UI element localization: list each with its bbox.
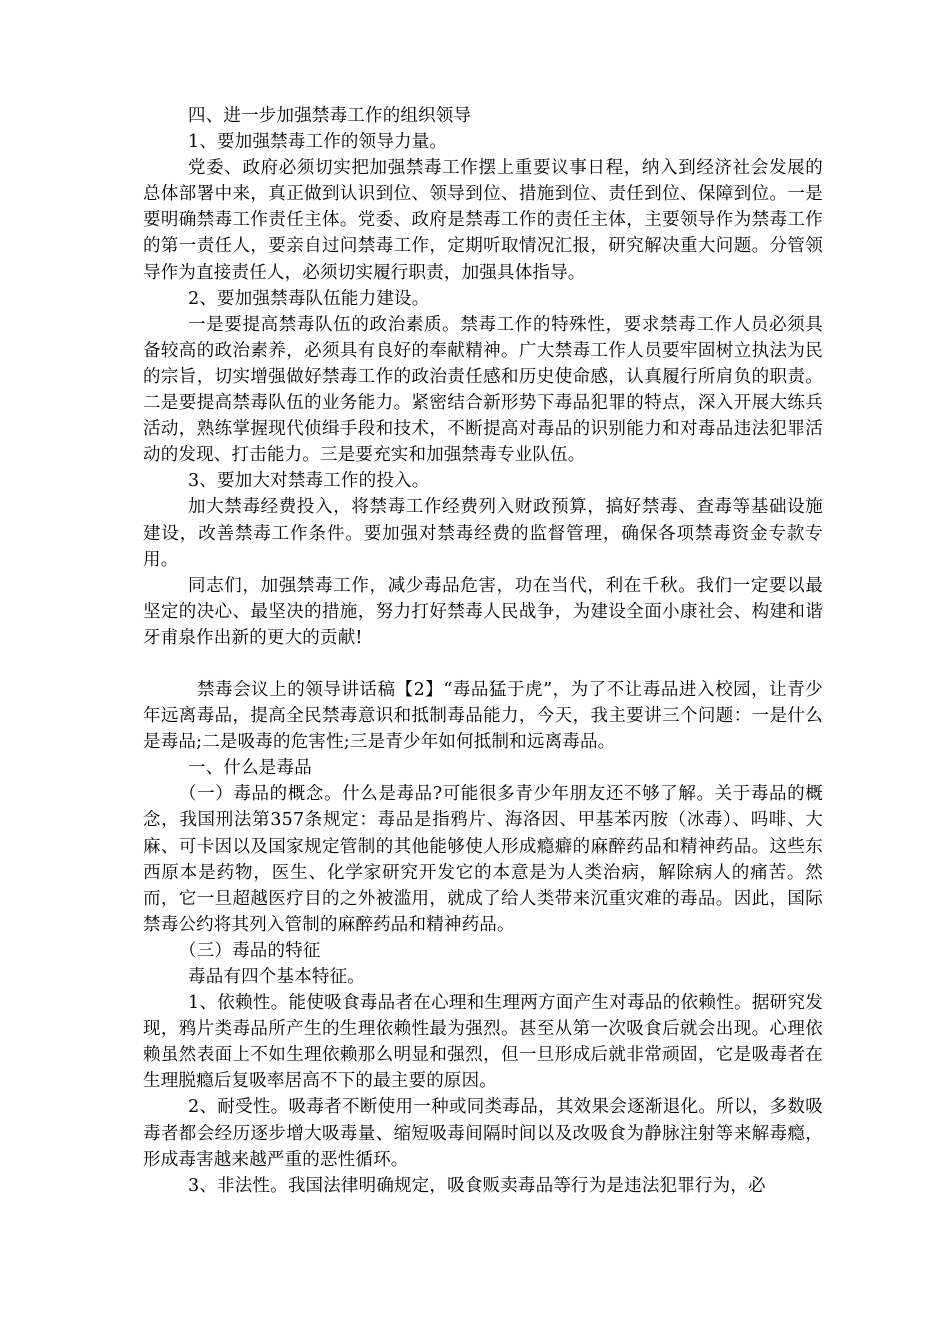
paragraph: 3、非法性。我国法律明确规定，吸食贩卖毒品等行为是违法犯罪行为，必 xyxy=(188,1175,766,1196)
paragraph: 1、要加强禁毒工作的领导力量。 xyxy=(188,132,448,153)
paragraph: 2、耐受性。吸毒者不断使用一种或同类毒品，其效果会逐渐退化。所以，多数吸毒者都会经历逐步增大吸毒量、缩短吸毒间隔时间以及改吸食为静脉注射等来解毒瘾，形成毒害越来越严重的恶性循环。 xyxy=(143,1097,823,1170)
paragraph: 禁毒会议上的领导讲话稿【2】“毒品猛于虎”，为了不让毒品进入校园，让青少年远离毒品，提高全民禁毒意识和抵制毒品能力，今天，我主要讲三个问题：一是什么是毒品;二是吸毒的危害性;三是青少年如何抵制和远离毒品。 xyxy=(143,679,823,753)
paragraph-spacer xyxy=(143,651,823,677)
paragraph: （三）毒品的特征 xyxy=(179,940,321,961)
paragraph: 一是要提高禁毒队伍的政治素质。禁毒工作的特殊性，要求禁毒工作人员必须具备较高的政治素养，必须具有良好的奉献精神。广大禁毒工作人员要牢固树立执法为民的宗旨，切实增强做好禁毒工作的政治责任感和历史使命感，认真履行所肩负的职责。二是要提高禁毒队伍的业务能力。紧密结合新形势下毒品犯罪的特点，深入开展大练兵活动，熟练掌握现代侦缉手段和技术，不断提高对毒品的识别能力和对毒品违法犯罪活动的发现、打击能力。三是要充实和加强禁毒专业队伍。 xyxy=(143,314,823,466)
paragraph: 3、要加大对禁毒工作的投入。 xyxy=(188,471,430,492)
paragraph: 四、进一步加强禁毒工作的组织领导 xyxy=(188,106,472,126)
paragraph: 毒品有四个基本特征。 xyxy=(188,967,365,987)
paragraph: （一）毒品的概念。什么是毒品?可能很多青少年朋友还不够了解。关于毒品的概念，我国刑法第357条规定：毒品是指鸦片、海洛因、甲基苯丙胺（冰毒）、吗啡、大麻、可卡因以及国家规定管制的其他能够使人形成瘾癖的麻醉药品和精神药品。这些东西原本是药物，医生、化学家研究开发它的本意是为人类治病，解除病人的痛苦。然而，它一旦超越医疗目的之外被滥用，就成了给人类带来沉重灾难的毒品。因此，国际禁毒公约将其列入管制的麻醉药品和精神药品。 xyxy=(143,784,823,935)
document-body xyxy=(143,103,823,1199)
paragraph: 同志们，加强禁毒工作，减少毒品危害，功在当代，利在千秋。我们一定要以最坚定的决心、最坚决的措施，努力打好禁毒人民战争，为建设全面小康社会、构建和谐牙甫泉作出新的更大的贡献! xyxy=(143,575,823,648)
paragraph: 一、什么是毒品 xyxy=(188,758,312,779)
paragraph: 1、依赖性。能使吸食毒品者在心理和生理两方面产生对毒品的依赖性。据研究发现，鸦片类毒品所产生的生理依赖性最为强烈。甚至从第一次吸食后就会出现。心理依赖虽然表面上不如生理依赖那么明显和强烈，但一旦形成后就非常顽固，它是吸毒者在生理脱瘾后复吸率居高不下的最主要的原因。 xyxy=(143,993,823,1092)
paragraph: 党委、政府必须切实把加强禁毒工作摆上重要议事日程，纳入到经济社会发展的总体部署中来，真正做到认识到位、领导到位、措施到位、责任到位、保障到位。一是要明确禁毒工作责任主体。党委、政府是禁毒工作的责任主体，主要领导作为禁毒工作的第一责任人，要亲自过问禁毒工作，定期听取情况汇报，研究解决重大问题。分管领导作为直接责任人，必须切实履行职责，加强具体指导。 xyxy=(143,158,823,283)
paragraph: 2、要加强禁毒队伍能力建设。 xyxy=(188,288,430,309)
paragraph: 加大禁毒经费投入，将禁毒工作经费列入财政预算，搞好禁毒、查毒等基础设施建设，改善禁毒工作条件。要加强对禁毒经费的监督管理，确保各项禁毒资金专款专用。 xyxy=(143,497,823,570)
